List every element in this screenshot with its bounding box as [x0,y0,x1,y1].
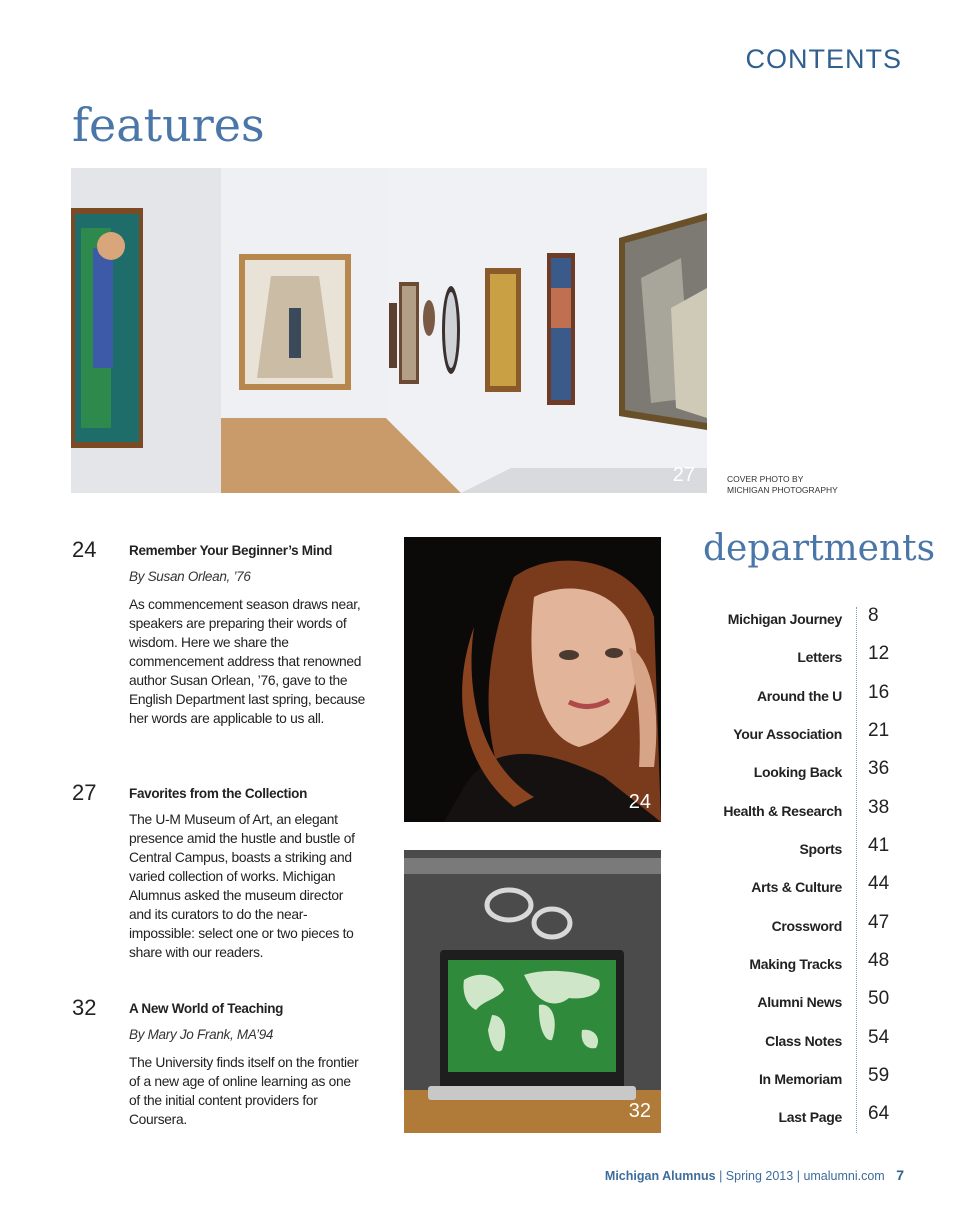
department-item[interactable] [680,643,920,673]
department-name[interactable]: Looking Back [753,764,842,780]
footer-page-number: 7 [896,1167,904,1183]
department-page: 16 [868,682,890,703]
department-item[interactable] [680,950,920,980]
departments-heading: departments [703,528,936,569]
department-page: 21 [868,720,890,741]
department-page: 54 [868,1027,890,1048]
gallery-illustration [71,168,707,493]
feature-summary: The U-M Museum of Art, an elegant presence amid the hustle and bustle of Central Campus, boasts a striking and varied collection of works. Michigan Alumnus asked the museum director and its curators to do the near-impossible: select one or two pieces to share with our readers. [129,812,355,960]
feature-page-number: 24 [72,537,97,562]
cover-photo-credit [727,474,838,496]
department-name[interactable]: Making Tracks [749,956,842,972]
department-item[interactable] [680,912,920,942]
hero-photo-page-number: 27 [672,464,695,486]
portrait-illustration [404,537,661,822]
department-item[interactable] [680,605,920,635]
footer-publication: Michigan Alumnus [604,1169,716,1183]
hero-gallery-photo [71,168,707,493]
department-name[interactable]: Your Association [733,726,842,742]
department-name[interactable]: In Memoriam [758,1071,842,1087]
feature-article[interactable] [72,995,372,1145]
feature-title[interactable]: Favorites from the Collection [129,786,308,801]
department-name[interactable]: Arts & Culture [751,879,842,895]
portrait-photo [404,537,661,822]
department-item[interactable] [680,1103,920,1133]
department-page: 38 [868,797,890,818]
department-item[interactable] [680,988,920,1018]
department-name[interactable]: Crossword [771,918,842,934]
feature-summary: The University finds itself on the frontier of a new age of online learning as one of the initial content providers for Coursera. [129,1055,359,1127]
department-name[interactable]: Michigan Journey [727,611,842,627]
department-item[interactable] [680,835,920,865]
department-page: 59 [868,1065,890,1086]
portrait-photo-page-number: 24 [628,791,651,813]
feature-title[interactable]: A New World of Teaching [129,1001,284,1016]
feature-article[interactable] [72,537,372,757]
department-page: 8 [868,605,879,626]
page-footer [605,1167,904,1183]
footer-separator: | [796,1169,800,1183]
feature-page-number: 32 [72,995,97,1020]
department-page: 41 [868,835,890,856]
department-item[interactable] [680,682,920,712]
department-item[interactable] [680,1065,920,1095]
laptop-photo [404,850,661,1133]
department-name[interactable]: Health & Research [723,803,842,819]
footer-separator: | [719,1169,723,1183]
department-page: 48 [868,950,890,971]
contents-label: CONTENTS [745,44,902,74]
features-heading: features [72,98,265,152]
department-name[interactable]: Last Page [778,1109,842,1125]
laptop-photo-page-number: 32 [628,1100,651,1122]
department-page: 36 [868,758,890,779]
department-page: 50 [868,988,890,1009]
laptop-illustration [404,850,661,1133]
department-page: 44 [868,873,890,894]
department-page: 64 [868,1103,890,1124]
department-name[interactable]: Alumni News [757,994,842,1010]
department-name[interactable]: Sports [799,841,842,857]
department-item[interactable] [680,720,920,750]
department-name[interactable]: Around the U [756,688,842,704]
department-item[interactable] [680,873,920,903]
footer-issue: Spring 2013 [725,1169,794,1183]
department-page: 12 [868,643,890,664]
footer-website[interactable]: umalumni.com [803,1169,885,1183]
feature-summary: As commencement season draws near, speakers are preparing their words of wisdom. Here we share the commencement address that renowned author Susan Orlean, ’76, gave to the English Department last spring, because her words are applicable to us all. [129,597,366,726]
feature-byline: By Susan Orlean, ’76 [129,569,251,584]
department-item[interactable] [680,758,920,788]
feature-page-number: 27 [72,780,97,805]
department-item[interactable] [680,797,920,827]
department-name[interactable]: Letters [797,649,842,665]
feature-article[interactable] [72,780,372,980]
department-name[interactable]: Class Notes [765,1033,842,1049]
cover-credit-line2: MICHIGAN PHOTOGRAPHY [727,485,838,495]
feature-byline: By Mary Jo Frank, MA’94 [129,1027,274,1042]
department-item[interactable] [680,1027,920,1057]
feature-title[interactable]: Remember Your Beginner’s Mind [129,543,333,558]
department-page: 47 [868,912,890,933]
cover-credit-line1: COVER PHOTO BY [727,474,804,484]
